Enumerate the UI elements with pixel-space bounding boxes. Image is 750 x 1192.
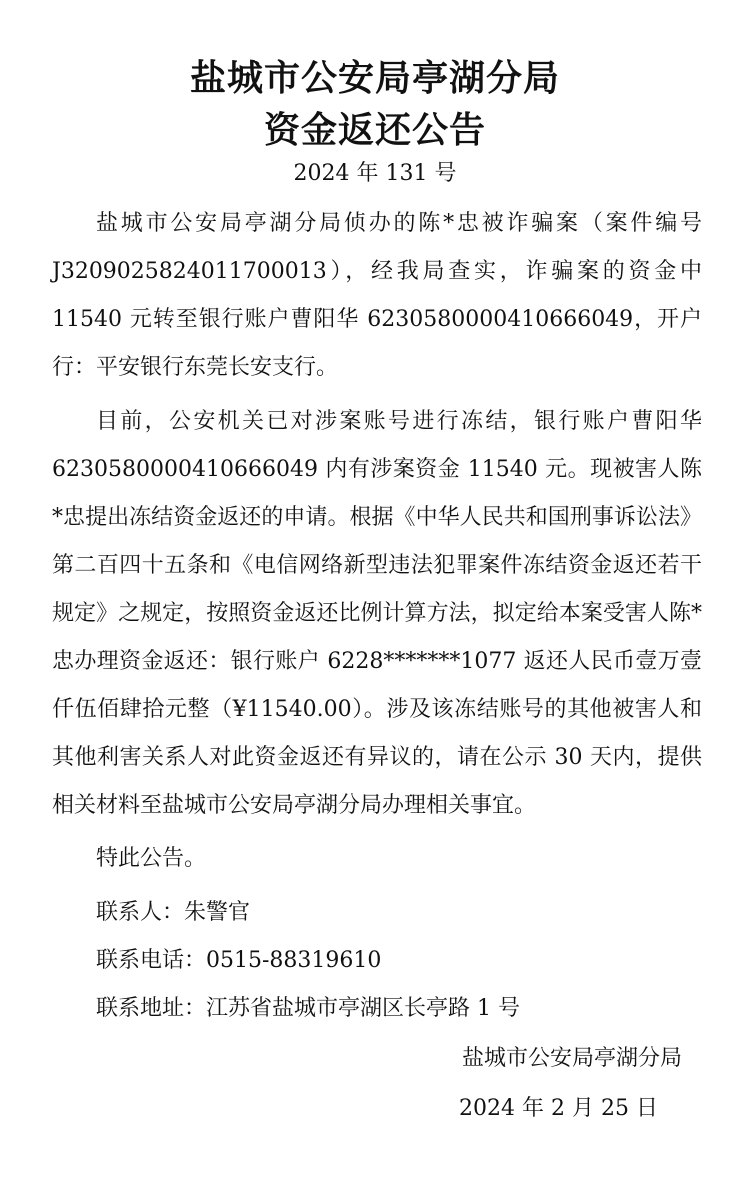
closing-statement: 特此公告。 — [96, 846, 207, 871]
paragraph-case-details: 盐城市公安局亭湖分局侦办的陈*忠被诈骗案（案件编号J3209025824011700013），经我局查实，诈骗案的资金中 11540 元转至银行账户曹阳华 6230580000410666049，开户行：平安银行东莞长安支行。 — [52, 211, 702, 380]
signature-date: 2024 年 2 月 25 日 — [459, 1096, 658, 1121]
signature-organization: 盐城市公安局亭湖分局 — [461, 1046, 682, 1071]
document-number: 2024 年 131 号 — [293, 161, 457, 186]
notice-title-line2: 资金返还公告 — [263, 109, 486, 151]
notice-title-line1: 盐城市公安局亭湖分局 — [189, 57, 560, 99]
contact-address: 联系地址：江苏省盐城市亭湖区长亭路 1 号 — [96, 996, 520, 1021]
contact-phone: 联系电话：0515-88319610 — [96, 948, 382, 973]
paragraph-refund-details: 目前，公安机关已对涉案账号进行冻结，银行账户曹阳华6230580000410666049 内有涉案资金 11540 元。现被害人陈*忠提出冻结资金返还的申请。根据《中华人民共和国刑事诉讼法》第二百四十五条和《电信网络新型违法犯罪案件冻结资金返还若干规定》之规定，按照资金返还比例计算方法，拟定给本案受害人陈*忠办理资金返还：银行账户 6228*******1077 返还人民币壹万壹仟伍佰肆拾元整（¥11540.00）。涉及该冻结账号的其他被害人和其他利害关系人对此资金返还有异议的，请在公示 30 天内，提供相关材料至盐城市公安局亭湖分局办理相关事宜。 — [52, 409, 702, 818]
contact-person: 联系人：朱警官 — [96, 900, 251, 925]
